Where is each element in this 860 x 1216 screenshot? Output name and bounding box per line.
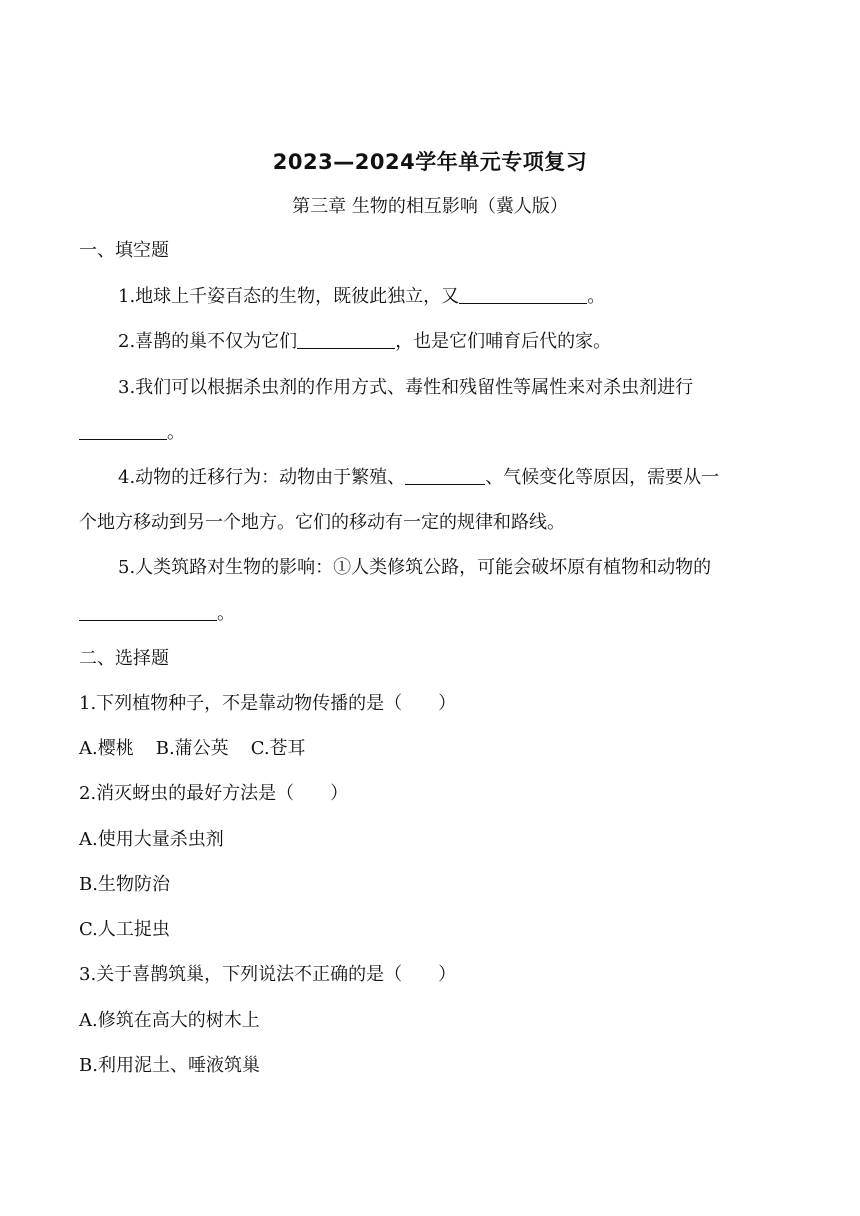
question-text: 4.动物的迁移行为：动物由于繁殖、	[118, 467, 406, 488]
option-b[interactable]: B.生物防治	[79, 874, 170, 895]
question-text: 、气候变化等原因，需要从一	[485, 467, 720, 488]
choice-question-3: 3.关于喜鹊筑巢，下列说法不正确的是（ ）	[79, 964, 457, 985]
choice-question-2: 2.消灭蚜虫的最好方法是（ ）	[79, 783, 349, 804]
answer-blank[interactable]	[459, 285, 587, 304]
option-b[interactable]: B.利用泥土、唾液筑巢	[79, 1055, 260, 1076]
option-a[interactable]: A.樱桃	[79, 738, 134, 759]
question-text: 1.地球上千姿百态的生物，既彼此独立，又	[118, 286, 460, 307]
option-c[interactable]: C.苍耳	[250, 738, 306, 759]
answer-blank[interactable]	[297, 330, 395, 349]
fill-question-4-continued: 个地方移动到另一个地方。它们的移动有一定的规律和路线。	[79, 512, 565, 533]
fill-question-1	[118, 285, 605, 309]
option-c[interactable]: C.人工捉虫	[79, 919, 170, 940]
fill-question-5-continued	[79, 602, 235, 626]
choice-options-row	[79, 737, 306, 761]
answer-blank[interactable]	[79, 602, 217, 621]
option-a[interactable]: A.使用大量杀虫剂	[79, 829, 224, 850]
question-text: 。	[167, 422, 185, 443]
fill-question-5: 5.人类筑路对生物的影响：①人类修筑公路，可能会破坏原有植物和动物的	[118, 557, 712, 578]
choice-question-1: 1.下列植物种子，不是靠动物传播的是（ ）	[79, 693, 457, 714]
fill-question-3: 3.我们可以根据杀虫剂的作用方式、毒性和残留性等属性来对杀虫剂进行	[118, 377, 694, 398]
document-subtitle: 第三章 生物的相互影响（冀人版）	[292, 196, 568, 217]
fill-question-4	[118, 466, 719, 490]
question-text: 。	[587, 286, 606, 307]
question-text: 。	[217, 603, 235, 624]
fill-question-3-continued	[79, 421, 185, 445]
fill-question-2	[118, 330, 611, 354]
document-title: 2023—2024学年单元专项复习	[272, 150, 588, 174]
section-heading-multiple-choice: 二、选择题	[79, 648, 169, 669]
answer-blank[interactable]	[405, 466, 485, 485]
question-text: 2.喜鹊的巢不仅为它们	[118, 331, 298, 352]
section-heading-fill-blank: 一、填空题	[79, 240, 169, 261]
option-b[interactable]: B.蒲公英	[155, 738, 229, 759]
option-a[interactable]: A.修筑在高大的树木上	[79, 1010, 260, 1031]
answer-blank[interactable]	[79, 421, 167, 440]
question-text: ，也是它们哺育后代的家。	[395, 331, 612, 352]
